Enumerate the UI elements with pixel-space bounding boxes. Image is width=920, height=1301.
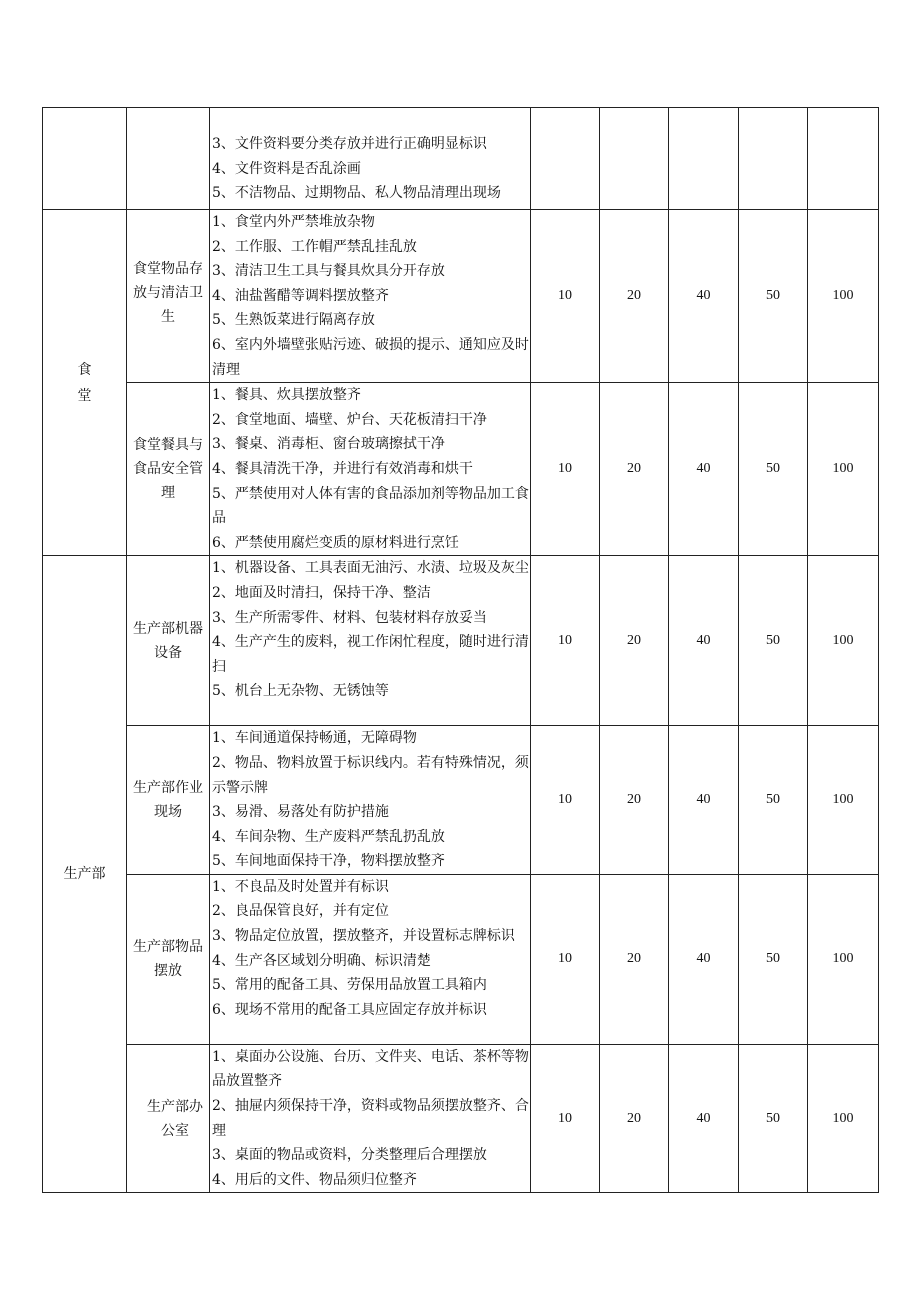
score-cell: 20 [600, 726, 669, 875]
item-label: 生产部机器设备 [133, 620, 203, 661]
item-cell [127, 383, 210, 556]
score-cell: 100 [808, 556, 879, 726]
requirement-line: 4、餐具清洗干净，并进行有效消毒和烘干 [212, 460, 473, 477]
requirements-cell [210, 1044, 531, 1193]
requirement-line: 2、抽屉内须保持干净，资料或物品须摆放整齐、合理 [212, 1098, 529, 1139]
score-cell: 20 [600, 210, 669, 383]
requirement-line: 6、室内外墙壁张贴污迹、破损的提示、通知应及时清理 [212, 336, 529, 378]
requirement-line: 4、用后的文件、物品须归位整齐 [212, 1171, 417, 1188]
score-cell: 100 [808, 726, 879, 875]
item-cell [127, 210, 210, 383]
dept-label: 食 堂 [77, 361, 92, 404]
score-cell: 50 [739, 383, 808, 556]
requirement-line: 4、生产各区域划分明确、标识清楚 [212, 952, 431, 969]
score-cell: 50 [739, 874, 808, 1044]
score-cell [808, 108, 879, 210]
requirement-line: 3、清洁卫生工具与餐具炊具分开存放 [212, 263, 445, 280]
requirement-line: 5、机台上无杂物、无锈蚀等 [212, 683, 389, 700]
table-row [43, 210, 879, 383]
requirement-line: 4、文件资料是否乱涂画 [212, 160, 361, 177]
score-cell [669, 108, 739, 210]
requirement-line: 3、餐桌、消毒柜、窗台玻璃擦拭干净 [212, 436, 445, 453]
requirement-line: 3、生产所需零件、材料、包装材料存放妥当 [212, 609, 487, 626]
score-cell: 10 [531, 1044, 600, 1193]
score-cell: 40 [669, 1044, 739, 1193]
item-cell [127, 1044, 210, 1193]
table-row [43, 726, 879, 875]
score-cell: 40 [669, 383, 739, 556]
score-cell: 100 [808, 874, 879, 1044]
requirement-line: 1、机器设备、工具表面无油污、水渍、垃圾及灰尘 [212, 560, 529, 577]
item-label: 生产部物品摆放 [133, 939, 203, 980]
requirement-line: 2、食堂地面、墙壁、炉台、天花板清扫干净 [212, 411, 487, 428]
score-cell: 40 [669, 556, 739, 726]
requirement-line: 4、生产产生的废料，视工作闲忙程度，随时进行清扫 [212, 634, 529, 675]
requirements-cell [210, 874, 531, 1044]
requirement-line: 4、油盐酱醋等调料摆放整齐 [212, 287, 389, 304]
requirement-line: 5、严禁使用对人体有害的食品添加剂等物品加工食品 [212, 485, 529, 527]
item-cell [127, 108, 210, 210]
item-cell [127, 556, 210, 726]
score-cell: 20 [600, 556, 669, 726]
dept-label: 生产部 [63, 866, 106, 883]
table-row [43, 556, 879, 726]
requirement-line: 2、物品、物料放置于标识线内。若有特殊情况，须示警示牌 [212, 754, 529, 796]
score-cell: 100 [808, 210, 879, 383]
score-cell: 10 [531, 556, 600, 726]
requirement-line: 3、易滑、易落处有防护措施 [212, 804, 389, 821]
requirement-line: 1、车间通道保持畅通，无障碍物 [212, 730, 417, 747]
score-cell [739, 108, 808, 210]
requirement-line: 3、桌面的物品或资料，分类整理后合理摆放 [212, 1147, 487, 1164]
requirement-line: 1、桌面办公设施、台历、文件夹、电话、茶杯等物品放置整齐 [212, 1048, 529, 1090]
requirement-line: 4、车间杂物、生产废料严禁乱扔乱放 [212, 828, 445, 845]
score-cell [600, 108, 669, 210]
score-cell [531, 108, 600, 210]
requirement-line: 5、不洁物品、过期物品、私人物品清理出现场 [212, 185, 501, 202]
requirement-line: 6、现场不常用的配备工具应固定存放并标识 [212, 1001, 487, 1018]
requirement-line: 3、文件资料要分类存放并进行正确明显标识 [212, 136, 487, 152]
evaluation-table [42, 107, 879, 1193]
score-cell: 20 [600, 383, 669, 556]
score-cell: 20 [600, 874, 669, 1044]
score-cell: 40 [669, 210, 739, 383]
score-cell: 100 [808, 1044, 879, 1193]
item-cell [127, 874, 210, 1044]
requirements-cell [210, 556, 531, 726]
requirement-line: 1、食堂内外严禁堆放杂物 [212, 214, 375, 230]
requirement-line: 5、生熟饭菜进行隔离存放 [212, 312, 375, 329]
score-cell: 40 [669, 726, 739, 875]
item-cell [127, 726, 210, 875]
requirement-line: 6、严禁使用腐烂变质的原材料进行烹饪 [212, 534, 459, 551]
requirements-cell [210, 726, 531, 875]
score-cell: 10 [531, 874, 600, 1044]
requirements-cell [210, 210, 531, 383]
score-cell: 50 [739, 210, 808, 383]
item-label: 食堂餐具与食品安全管理 [133, 437, 203, 502]
score-cell: 40 [669, 874, 739, 1044]
score-cell: 50 [739, 1044, 808, 1193]
item-label: 食堂物品存放与清洁卫生 [133, 261, 203, 326]
score-cell: 10 [531, 210, 600, 383]
dept-cell [43, 108, 127, 210]
score-cell: 20 [600, 1044, 669, 1193]
requirements-cell [210, 383, 531, 556]
table-row [43, 383, 879, 556]
dept-cell-canteen [43, 210, 127, 556]
table-row [43, 108, 879, 210]
evaluation-sheet [42, 107, 878, 1188]
requirement-line: 1、不良品及时处置并有标识 [212, 878, 389, 895]
score-cell: 50 [739, 556, 808, 726]
requirement-line: 2、良品保管良好，并有定位 [212, 903, 389, 920]
item-label: 生产部作业现场 [133, 780, 203, 821]
score-cell: 100 [808, 383, 879, 556]
requirement-line: 5、常用的配备工具、劳保用品放置工具箱内 [212, 977, 487, 994]
item-label: 生产部办公室 [147, 1098, 203, 1139]
requirement-line: 3、物品定位放置，摆放整齐，并设置标志牌标识 [212, 928, 515, 945]
table-row [43, 1044, 879, 1193]
requirement-line: 2、工作服、工作帽严禁乱挂乱放 [212, 238, 417, 255]
score-cell: 10 [531, 383, 600, 556]
table-row [43, 874, 879, 1044]
requirement-line: 2、地面及时清扫，保持干净、整洁 [212, 584, 431, 601]
score-cell: 50 [739, 726, 808, 875]
requirement-line: 5、车间地面保持干净，物料摆放整齐 [212, 853, 445, 870]
dept-cell-production [43, 556, 127, 1193]
score-cell: 10 [531, 726, 600, 875]
requirements-cell [210, 108, 531, 210]
requirement-line: 1、餐具、炊具摆放整齐 [212, 387, 361, 404]
